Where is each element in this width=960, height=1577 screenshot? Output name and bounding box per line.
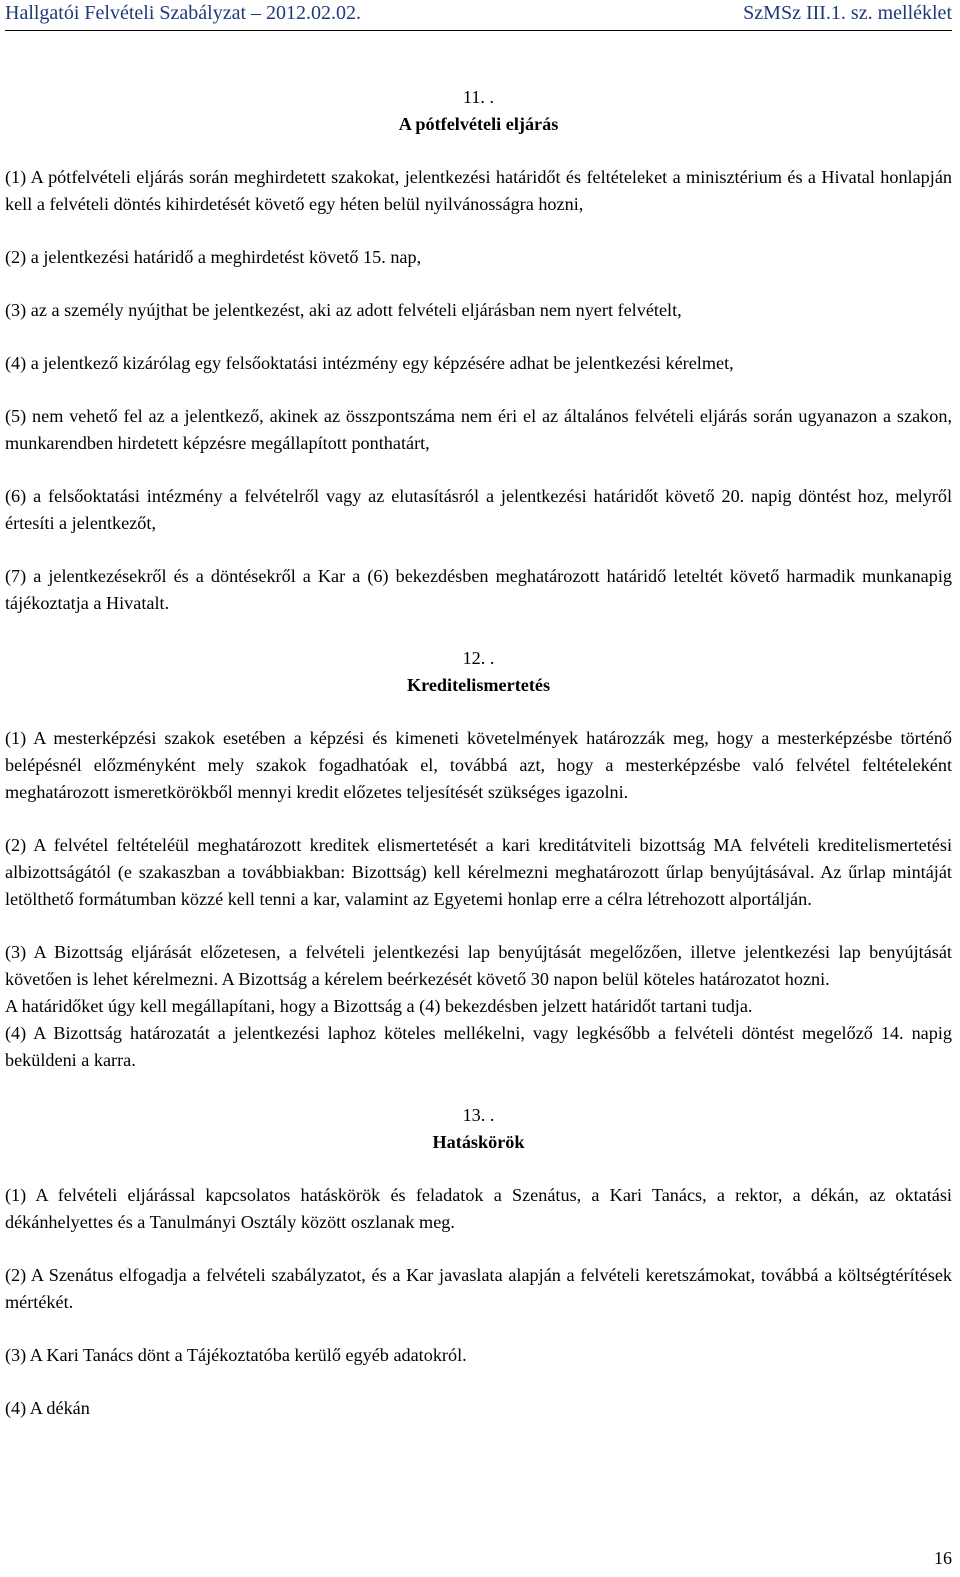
document-body (5, 84, 952, 1422)
paragraph: (4) A Bizottság határozatát a jelentkezési laphoz köteles mellékelni, vagy legkésőbb a felvételi döntést megelőző 14. napig beküldeni a karra. (5, 1023, 952, 1070)
paragraph: (3) A Bizottság eljárását előzetesen, a felvételi jelentkezési lap benyújtását megelőzően, illetve jelentkezési lap benyújtását követően is lehet kérelmezni. A Bizottság a kérelem beérkezését követő 30 napon belül köteles határozatot hozni. (5, 942, 952, 989)
paragraph: (1) A felvételi eljárással kapcsolatos hatáskörök és feladatok a Szenátus, a Kari Tanács, a rektor, a dékán, az oktatási dékánhelyettes és a Tanulmányi Osztály között oszlanak meg. (5, 1185, 952, 1232)
section-number: 13. . (462, 1105, 495, 1125)
paragraph: (1) A mesterképzési szakok esetében a képzési és kimeneti követelmények határozzák meg, hogy a mesterképzésbe történő belépésnél előzményként mely szakok fogadhatóak el, továbbá azt, hogy a mesterképzésbe való felvétel feltételeként meghatározott ismeretkörökből mennyi kredit előzetes teljesítését szükséges igazolni. (5, 728, 952, 802)
section-heading (5, 645, 952, 699)
paragraph: (2) A Szenátus elfogadja a felvételi szabályzatot, és a Kar javaslata alapján a felvételi keretszámokat, továbbá a költségtérítések mértékét. (5, 1265, 952, 1312)
section-heading (5, 1102, 952, 1156)
paragraph: (6) a felsőoktatási intézmény a felvételről vagy az elutasításról a jelentkezési határidőt követő 20. napig döntést hoz, melyről értesíti a jelentkezőt, (5, 486, 952, 533)
page-number: 16 (934, 1548, 952, 1568)
paragraph: (2) A felvétel feltételéül meghatározott kreditek elismertetését a kari kreditátviteli bizottság MA felvételi kreditelismertetési albizottságától (e szakaszban a továbbiakban: Bizottság) kell kérelmezni meghatározott űrlap benyújtásával. Az űrlap mintáját letölthető formátumban közzé kell tenni a kar, valamint az Egyetemi honlap erre a célra létrehozott alportálján. (5, 835, 952, 909)
paragraph: (3) A Kari Tanács dönt a Tájékoztatóba kerülő egyéb adatokról. (5, 1345, 467, 1365)
paragraph: (3) az a személy nyújthat be jelentkezést, aki az adott felvételi eljárásban nem nyert felvételt, (5, 300, 682, 320)
paragraph: (7) a jelentkezésekről és a döntésekről a Kar a (6) bekezdésben meghatározott határidő leteltét követő harmadik munkanapig tájékoztatja a Hivatalt. (5, 566, 952, 613)
paragraph: (5) nem vehető fel az a jelentkező, akinek az összpontszáma nem éri el az általános felvételi eljárás során ugyanazon a szakon, munkarendben hirdetett képzésre megállapított ponthatárt, (5, 406, 952, 453)
section-title: Hatáskörök (432, 1132, 525, 1152)
paragraph: (1) A pótfelvételi eljárás során meghirdetett szakokat, jelentkezési határidőt és feltételeket a minisztérium és a Hivatal honlapján kell a felvételi döntés kihirdetését követő egy héten belül nyilvánosságra hozni, (5, 167, 952, 214)
section-title: A pótfelvételi eljárás (398, 114, 559, 134)
section-number: 11. . (462, 87, 495, 107)
section-number: 12. . (462, 648, 495, 668)
page-header (5, 0, 952, 31)
section-heading (5, 84, 952, 138)
paragraph: A határidőket úgy kell megállapítani, hogy a Bizottság a (4) bekezdésben jelzett határidőt tartani tudja. (5, 996, 753, 1016)
paragraph: (4) A dékán (5, 1398, 90, 1418)
header-title: Hallgatói Felvételi Szabályzat – 2012.02.02. (5, 2, 362, 24)
paragraph: (4) a jelentkező kizárólag egy felsőoktatási intézmény egy képzésére adhat be jelentkezési kérelmet, (5, 353, 734, 373)
paragraph: (2) a jelentkezési határidő a meghirdetést követő 15. nap, (5, 247, 422, 267)
section-title: Kreditelismertetés (406, 675, 551, 695)
header-annex-label: SzMSz III.1. sz. melléklet (743, 2, 952, 24)
